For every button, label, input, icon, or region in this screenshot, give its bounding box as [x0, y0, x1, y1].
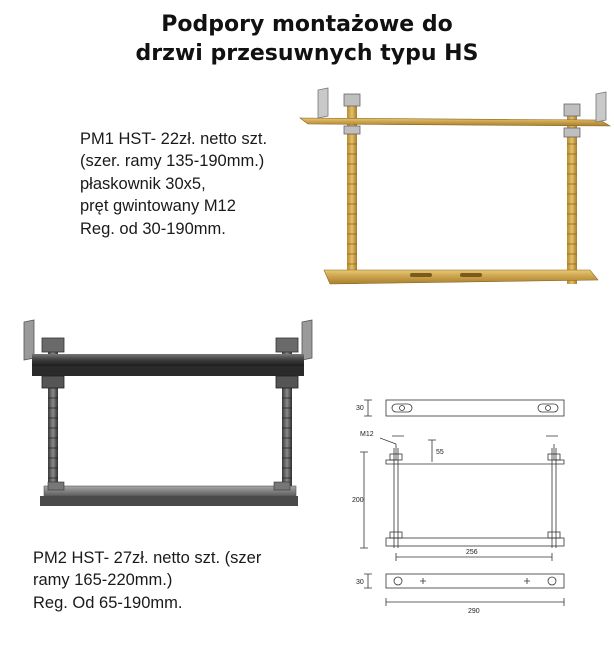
pm1-line: PM1 HST- 22zł. netto szt.: [80, 130, 268, 148]
dim-small: 55: [436, 449, 444, 456]
pm2-line: Reg. Od 65-190mm.: [33, 593, 183, 612]
title-line-2: drzwi przesuwnych typu HS: [135, 41, 479, 66]
dim-total-width: 290: [468, 608, 480, 615]
title-line-1: Podpory montażowe do: [161, 12, 453, 37]
dim-inner-width: 256: [466, 549, 478, 556]
pm1-description: [80, 128, 267, 240]
pm1-line: Reg. od 30-190mm.: [80, 219, 226, 238]
pm1-line: pręt gwintowany M12: [80, 197, 236, 216]
pm2-product-image: [24, 318, 314, 518]
pm2-description: [33, 547, 261, 614]
pm1-product-image: [300, 84, 614, 290]
pm2-line: PM2 HST- 27zł. netto szt. (szer: [33, 549, 262, 567]
technical-drawing: [350, 392, 580, 617]
dim-bottom: 30: [356, 579, 364, 586]
pm1-line: płaskownik 30x5,: [80, 174, 206, 193]
pm2-line: ramy 165-220mm.): [33, 571, 173, 590]
page-title: [0, 10, 614, 68]
dim-top: 30: [356, 405, 364, 412]
pm1-line: (szer. ramy 135-190mm.): [80, 152, 265, 171]
dim-height: 200: [352, 497, 364, 504]
dim-thread: M12: [360, 431, 374, 438]
